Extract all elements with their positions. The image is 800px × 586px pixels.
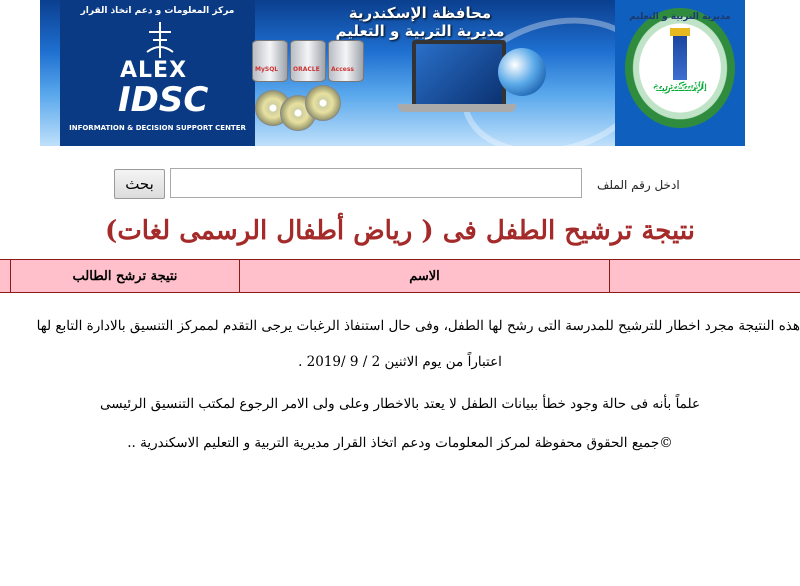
idsc-logo (60, 0, 255, 146)
table-header-name: الاسم (240, 260, 610, 293)
banner-governorate-title: محافظة الإسكندرية (348, 4, 492, 22)
page-title: نتيجة ترشيح الطفل فى ( رياض أطفال الرسمى لغات) (105, 216, 695, 246)
database-icon (328, 40, 364, 82)
notice-text-line: هذه النتيجة مجرد اخطار للترشيح للمدرسة التى رشح لها الطفل، وفى حال استنفاذ الرغبات يرجى التقدم لممركز التنسيق بالادارة التابع لها (36, 318, 800, 334)
search-button[interactable]: بحث (114, 169, 165, 199)
directorate-emblem (615, 0, 745, 146)
file-number-input[interactable] (170, 168, 582, 198)
copyright-text: ©جميع الحقوق محفوظة لمركز المعلومات ودعم اتخاذ القرار مديرية التربية و التعليم الاسكندرية .. (127, 435, 673, 451)
emblem-title: مديرية التربية و التعليم (629, 12, 731, 22)
idsc-subtitle: INFORMATION & DECISION SUPPORT CENTER (69, 124, 246, 132)
idsc-arc-text: مركز المعلومات و دعم اتخاذ القرار (80, 6, 235, 16)
db-label: ORACLE (293, 66, 320, 73)
header-banner (40, 0, 745, 146)
table-header-cell (610, 260, 800, 293)
db-label: MySQL (255, 66, 279, 73)
table-header-cell (0, 260, 11, 293)
idsc-text: IDSC (118, 80, 209, 120)
cd-disc-icon (305, 85, 341, 121)
result-table-header-row (0, 260, 800, 293)
notice-date-line: اعتباراً من يوم الاثنين 2 / 9 /2019 . (298, 354, 502, 370)
lighthouse-icon (673, 36, 687, 80)
table-header-result: نتيجة ترشح الطالب (11, 260, 240, 293)
idsc-alex-text: ALEX (120, 58, 188, 83)
notice-warning-line: علماً بأنه فى حالة وجود خطأ ببيانات الطفل لا يعتد بالاخطار وعلى ولى الامر الرجوع لمكتب التنسيق الرئيسى (99, 396, 701, 412)
db-label: Access (331, 66, 354, 73)
laptop-icon (412, 40, 506, 110)
database-icon (290, 40, 326, 82)
database-icon (252, 40, 288, 82)
globe-icon (498, 48, 546, 96)
file-number-label: ادخل رقم الملف (597, 178, 680, 192)
banner-directorate-title: مديرية التربية و التعليم (335, 22, 505, 40)
laptop-base (398, 104, 516, 112)
antenna-icon (145, 22, 175, 58)
emblem-city-name: الإسكندرية (654, 82, 706, 93)
result-table (0, 259, 800, 293)
